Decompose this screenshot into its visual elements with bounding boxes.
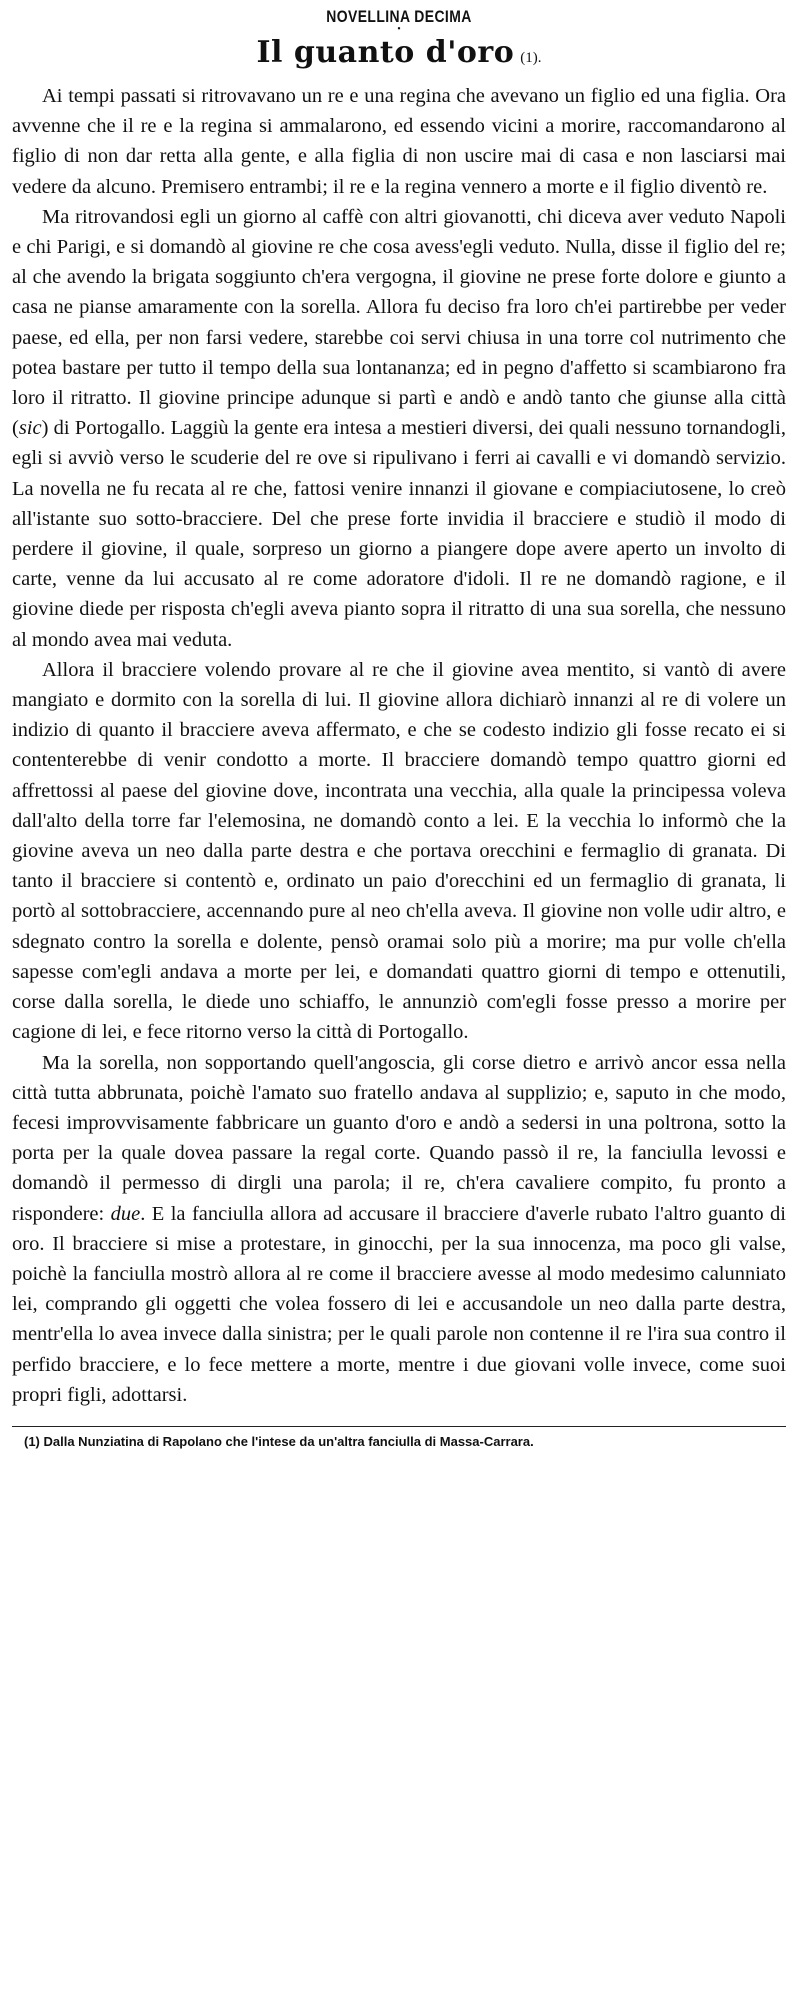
story-body [12, 81, 786, 1410]
italic-due: due [110, 1202, 141, 1225]
paragraph-text: Ma la sorella, non sopportando quell'angoscia, gli corse dietro e arrivò ancor essa nella città tutta abbrunata, poichè l'amato suo fratello andava al supplizio; e, saputo in che modo, fecesi improvvisamente fabbricare un guanto d'oro e andò a sedersi in una poltrona, sotto la porta per la quale dovea passare la regal corte. Quando passò il re, la fanciulla levossi e domandò il permesso di dirgli una parola; il re, ch'era cavaliere compito, fu pronto a rispondere: [12, 1051, 786, 1225]
heading-ornament: • [397, 24, 401, 35]
paragraph-3 [12, 655, 786, 1048]
paragraph-text: Ai tempi passati si ritrovavano un re e una regina che avevano un figlio ed una figlia. Ora avvenne che il re e la regina si ammalarono, ed essendo vicini a morire, raccomandarono al figlio di non dar retta alla gente, e alla figlia di non uscire mai di casa e non lasciarsi mai vedere da alcuno. Premisero entrambi; il re e la regina vennero a morte e il figlio diventò re. [12, 85, 786, 198]
footnote-divider [12, 1426, 786, 1427]
paragraph-text: Allora il bracciere volendo provare al re che il giovine avea mentito, si vantò di avere mangiato e dormito con la sorella di lui. Il giovine allora dichiarò innanzi al re di volere un indizio di quanto il bracciere aveva affermato, e che se codesto indizio gli fosse recato ei si contenterebbe di venir condotto a morte. Il bracciere domandò tempo quattro giorni ed affrettossi al paese del giovine dove, incontrata una vecchia, alla quale la principessa voleva dall'alto della torre far l'elemosina, ne domandò conto a lei. E la vecchia lo informò che la giovine aveva un neo dalla parte destra e che portava orecchini e fermaglio di granata. Di tanto il bracciere si contentò e, ordinato un paio d'orecchini ed un fermaglio di granata, li portò al sottobracciere, accennando pure al neo ch'ella aveva. Il giovine non volle udir altro, e sdegnato contro la sorella e dolente, pensò oramai solo più a morire; ma pur volle ch'ella sapesse com'egli andava a morte per lei, e domandati quattro giorni di tempo e ottenutili, corse dalla sorella, le diede uno schiaffo, le annunziò com'egli fosse presso a morire per cagione di lei, e fece ritorno verso la città di Portogallo. [12, 658, 786, 1044]
paragraph-2 [12, 202, 786, 655]
paragraph-text: ) di Portogallo. Laggiù la gente era intesa a mestieri diversi, dei quali nessuno tornandogli, egli si avviò verso le scuderie del re ove si ripulivano i ferri ai cavalli e vi domandò servizio. La novella ne fu recata al re che, fattosi venire innanzi il giovane e compiaciutosene, lo creò all'istante suo sotto-bracciere. Del che prese forte invidia il bracciere e studiò il modo di perdere il giovine, il quale, sorpreso un giorno a piangere dope avere aperto un involto di carte, venne da lui accusato al re come adoratore d'idoli. Il re ne domandò ragione, e il giovine diede per risposta ch'egli aveva pianto sopra il ritratto di una sua sorella, che nessuno al mondo avea mai veduta. [12, 417, 786, 651]
footnote-reference: (1). [520, 50, 542, 66]
chapter-heading: NOVELLINA DECIMA [326, 7, 472, 26]
paragraph-4 [12, 1048, 786, 1410]
footnote: (1) Dalla Nunziatina di Rapolano che l'intese da un'altra fanciulla di Massa-Carrara. [24, 1433, 534, 1449]
italic-sic: sic [18, 417, 42, 440]
paragraph-text: . E la fanciulla allora ad accusare il bracciere d'averle rubato l'altro guanto di oro. Il bracciere si mise a protestare, in ginocchi, per la sua innocenza, ma poco gli valse, poichè la fanciulla mostrò allora al re come il bracciere avesse al modo medesimo calunniato lei, comprando gli oggetti che volea fossero di lei e accusandole un neo dalla parte destra, mentr'ella lo avea invece dalla sinistra; per le quali parole non contenne il re l'ira sua contro il perfido bracciere, e lo fece mettere a morte, mentre i due giovani volle invece, come suoi propri figli, adottarsi. [12, 1202, 786, 1406]
story-title: Il guanto d'oro [256, 35, 515, 70]
paragraph-1 [12, 81, 786, 202]
paragraph-text: Ma ritrovandosi egli un giorno al caffè con altri giovanotti, chi diceva aver veduto Napoli e chi Parigi, e si domandò al giovine re che cosa avess'egli veduto. Nulla, disse il figlio del re; al che avendo la brigata soggiunto ch'era vergogna, il giovine ne prese forte dolore e giunto a casa ne pianse amaramente con la sorella. Allora fu deciso fra loro ch'ei partirebbe per veder paese, ed ella, per non farsi vedere, starebbe coi servi chiusa in una torre col nutrimento che potea bastare per tutto il tempo della sua lontananza; ed in pegno d'affetto si scambiarono fra loro il ritratto. Il giovine principe adunque si partì e andò e andò tanto che giunse alla città ( [12, 205, 786, 440]
story-title-row [12, 36, 786, 75]
